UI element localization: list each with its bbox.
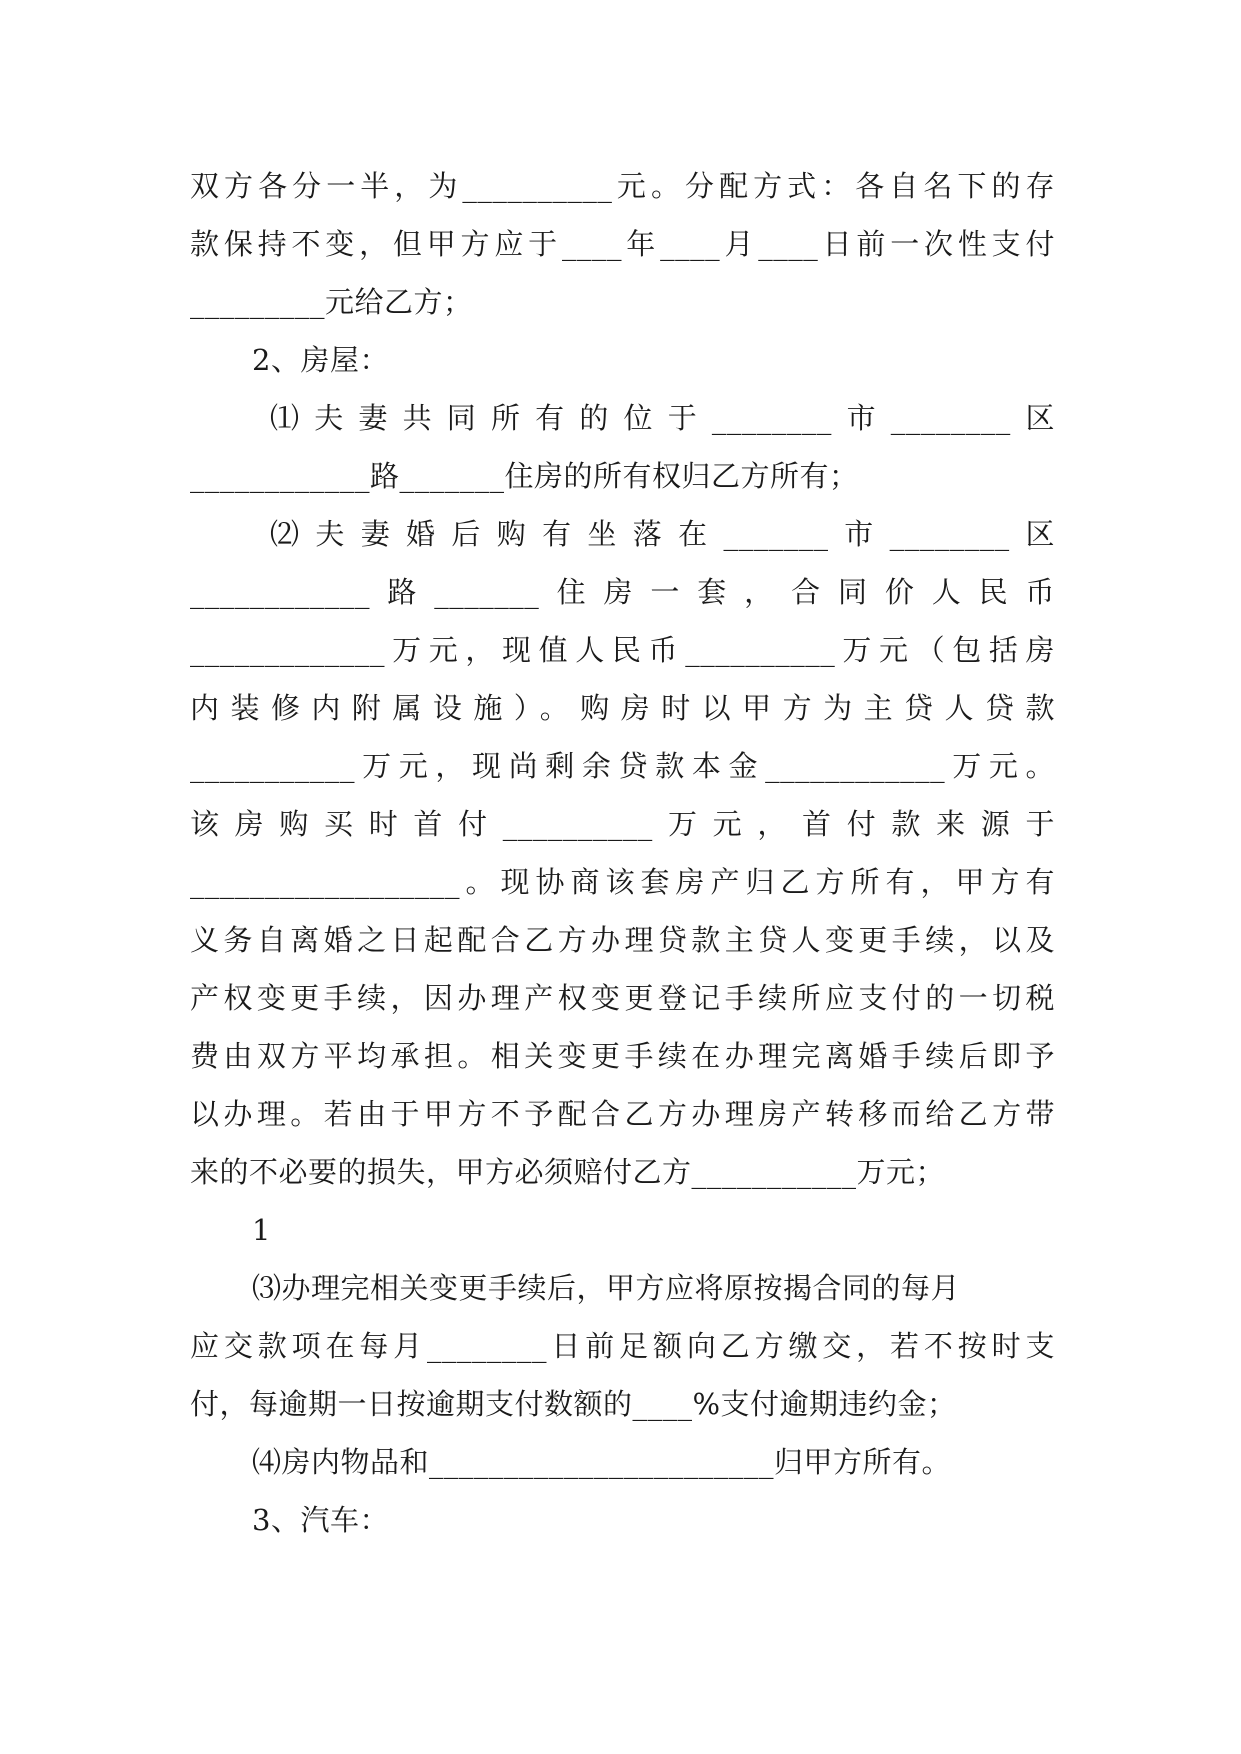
text-line: ___________万元，现尚剩余贷款本金____________万元。 bbox=[190, 749, 1055, 783]
text-line: 来的不必要的损失，甲方必须赔付乙方___________万元； bbox=[190, 1155, 946, 1189]
text-line: 应交款项在每月________日前足额向乙方缴交，若不按时支 bbox=[190, 1329, 1055, 1363]
text-line: 付，每逾期一日按逾期支付数额的____%支付逾期违约金； bbox=[190, 1387, 957, 1421]
text-line: 以办理。若由于甲方不予配合乙方办理房产转移而给乙方带 bbox=[190, 1097, 1055, 1131]
text-line: 义务自离婚之日起配合乙方办理贷款主贷人变更手续，以及 bbox=[190, 923, 1055, 957]
text-line: ____________路_______住房一套，合同价人民币 bbox=[190, 575, 1055, 609]
section-heading-car: 3、汽车： bbox=[252, 1503, 389, 1537]
text-line: 费由双方平均承担。相关变更手续在办理完离婚手续后即予 bbox=[190, 1039, 1055, 1073]
text-line: ⑷房内物品和_______________________归甲方所有。 bbox=[252, 1445, 952, 1479]
text-line: _________元给乙方； bbox=[190, 285, 473, 319]
text-line: ____________路_______住房的所有权归乙方所有； bbox=[190, 459, 859, 493]
text-line: 款保持不变，但甲方应于____年____月____日前一次性支付 bbox=[190, 227, 1055, 261]
text-line: ⑵夫妻婚后购有坐落在_______市________区 bbox=[270, 517, 1055, 551]
text-line: ⑴夫妻共同所有的位于________市________区 bbox=[270, 401, 1055, 435]
text-line: __________________。现协商该套房产归乙方所有，甲方有 bbox=[190, 865, 1055, 899]
text-line: 产权变更手续，因办理产权变更登记手续所应支付的一切税 bbox=[190, 981, 1055, 1015]
text-line: ⑶办理完相关变更手续后，甲方应将原按揭合同的每月 bbox=[252, 1271, 961, 1305]
page-number: 1 bbox=[252, 1213, 271, 1247]
text-line: 双方各分一半，为__________元。分配方式：各自名下的存 bbox=[190, 169, 1055, 203]
text-line: 该房购买时首付__________万元，首付款来源于 bbox=[190, 807, 1055, 841]
text-line: 内装修内附属设施）。购房时以甲方为主贷人贷款 bbox=[190, 691, 1055, 725]
text-line: _____________万元，现值人民币__________万元（包括房 bbox=[190, 633, 1055, 667]
section-heading-house: 2、房屋： bbox=[252, 343, 389, 377]
